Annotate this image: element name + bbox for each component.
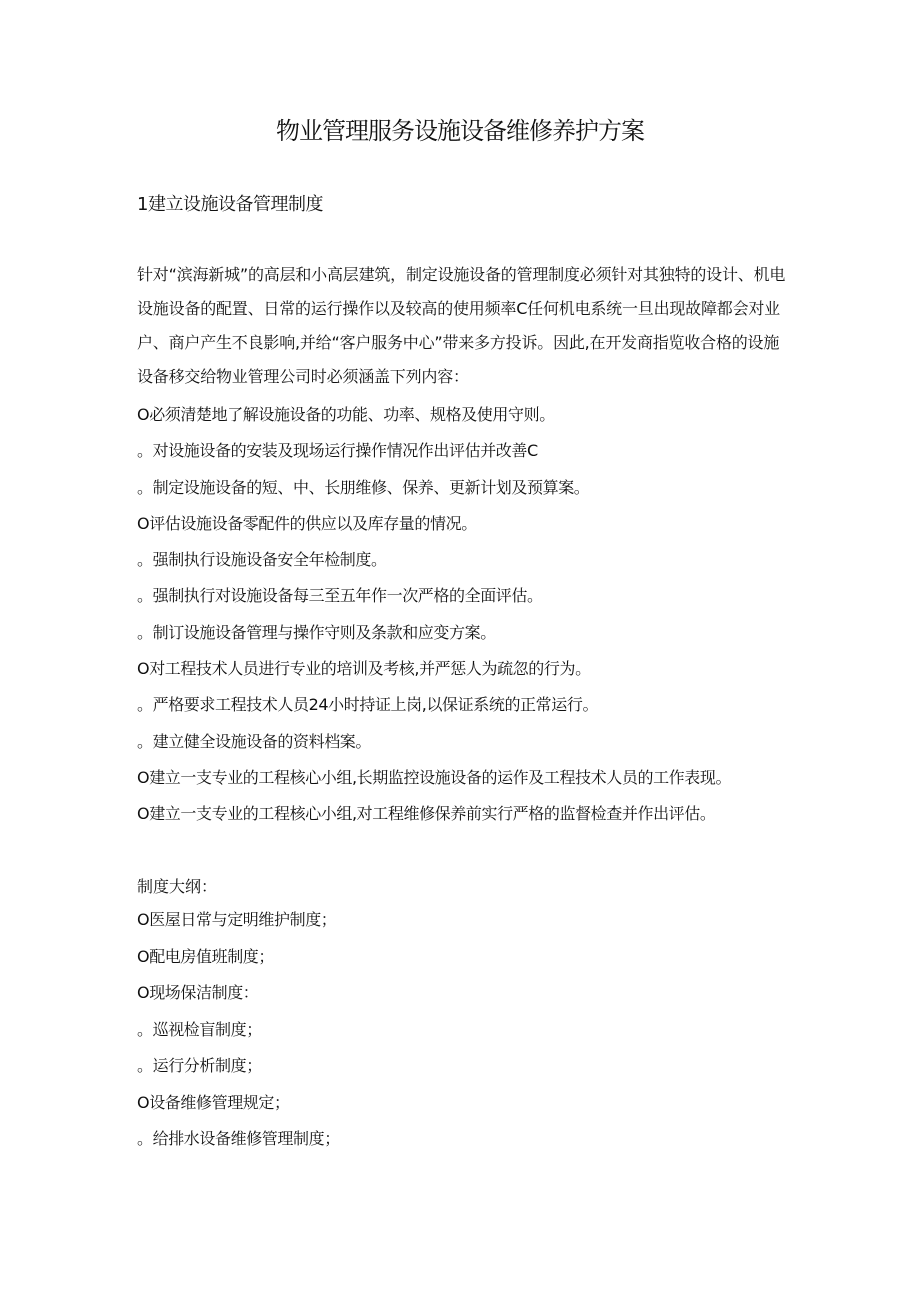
section-heading: 1建立设施设备管理制度 <box>137 194 323 215</box>
list-item: 。强制执行对设施设备每三至五年作一次严格的全面评估。 <box>137 586 543 606</box>
list-item: 。制订设施设备管理与操作守则及条款和应变方案。 <box>137 622 496 642</box>
outline-item: O配电房值班制度； <box>137 946 274 966</box>
list-item: 。制定设施设备的短、中、长朋维修、保养、更新计划及预算案。 <box>137 477 590 497</box>
list-item: O评估设施设备零配件的供应以及库存量的情况。 <box>137 513 477 533</box>
intro-paragraph: 针对“滨海新城”的高层和小高层建筑，制定设施设备的管理制度必须针对其独特的设计、机电设施设备的配置、日常的运行操作以及较高的使用频率C任何机电系统一旦出现故障都会对业户、商户产生不良影响,并给“客户服务中心”带来多方投诉。因此,在开发商指览收合格的设施设备移交给物业管理公司时必须涵盖下列内容： <box>137 265 786 386</box>
list-item: 。强制执行设施设备安全年检制度。 <box>137 550 387 570</box>
outline-item: O现场保洁制度： <box>137 983 259 1002</box>
list-item: O对工程技术人员进行专业的培训及考核,并严惩人为疏忽的行为。 <box>137 659 591 679</box>
list-item: O建立一支专业的工程核心小组,长期监控设施设备的运作及工程技术人员的工作表现。 <box>137 767 732 787</box>
list-item: O建立一支专业的工程核心小组,对工程维修保养前实行严格的监督检查并作出评估。 <box>137 804 716 824</box>
requirements-list <box>137 397 731 833</box>
outline-item: 。巡视检盲制度； <box>137 1019 262 1039</box>
document-title: 物业管理服务设施设备维修养护方案 <box>276 117 644 145</box>
list-item: 。对设施设备的安装及现场运行操作情况作出评估并改善C <box>137 441 538 461</box>
list-item: O必须清楚地了解设施设备的功能、功率、规格及使用守则。 <box>137 405 555 424</box>
outline-item: O医屋日常与定明维护制度； <box>137 910 337 929</box>
list-item: 。严格要求工程技术人员24小时持证上岗,以保证系统的正常运行。 <box>137 695 599 715</box>
list-item: 。建立健全设施设备的资料档案。 <box>137 731 372 751</box>
outline-item: O设备维修管理规定； <box>137 1092 290 1112</box>
outline-item: 。给排水设备维修管理制度； <box>137 1129 340 1148</box>
outline-list <box>137 902 340 1158</box>
outline-label: 制度大纲： <box>137 877 218 896</box>
outline-item: 。运行分析制度； <box>137 1056 262 1075</box>
